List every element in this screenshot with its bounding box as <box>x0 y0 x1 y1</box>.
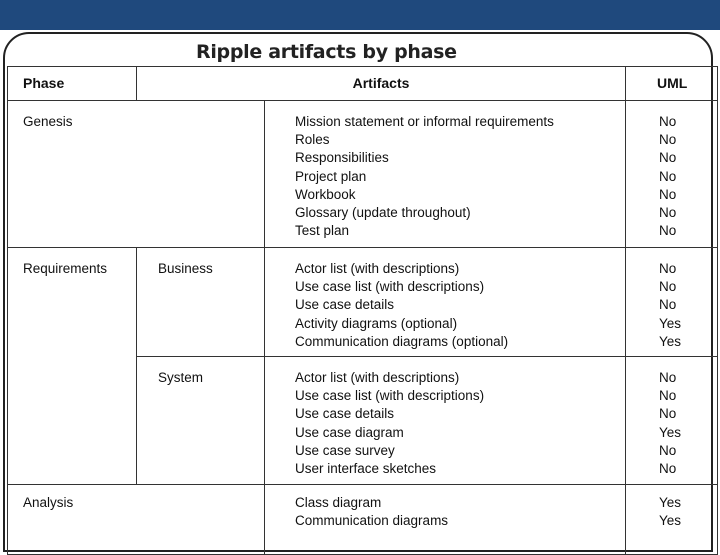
uml-value: Yes <box>659 513 682 529</box>
uml-cell <box>626 101 718 248</box>
uml-cell <box>626 357 718 485</box>
phase-cell <box>8 248 137 485</box>
uml-value: No <box>659 114 677 129</box>
subphase-cell <box>137 248 265 357</box>
phase-cell <box>8 485 265 555</box>
artifact-item: Use case survey <box>295 442 395 458</box>
page-title: Ripple artifacts by phase <box>190 38 556 68</box>
subphase-label: Business <box>158 261 213 276</box>
uml-value: No <box>659 132 677 148</box>
uml-value: Yes <box>659 495 682 510</box>
uml-cell <box>626 485 718 555</box>
header-band <box>0 0 720 30</box>
artifact-item: Use case details <box>295 406 395 422</box>
phase-cell <box>8 101 265 248</box>
uml-value: No <box>659 406 677 422</box>
phase-header: Phase <box>8 67 137 101</box>
table-row <box>8 248 718 357</box>
artifact-item: Class diagram <box>295 495 382 510</box>
uml-value: No <box>659 461 677 477</box>
artifact-item: Communication diagrams <box>295 513 449 529</box>
uml-value: Yes <box>659 315 682 331</box>
phase-label: Analysis <box>23 495 74 510</box>
artifact-item: Actor list (with descriptions) <box>295 370 460 385</box>
artifacts-table <box>7 66 718 555</box>
artifact-item: Use case details <box>295 297 395 313</box>
uml-value: No <box>659 388 677 404</box>
table-row <box>8 485 718 555</box>
uml-value: No <box>659 205 677 221</box>
phase-label: Requirements <box>23 261 108 276</box>
artifact-item: User interface sketches <box>295 461 437 477</box>
artifact-item: Mission statement or informal requirements <box>295 114 554 129</box>
uml-value: No <box>659 186 677 202</box>
artifacts-cell <box>265 248 626 357</box>
artifact-item: Use case list (with descriptions) <box>295 388 485 404</box>
uml-value: No <box>659 150 677 166</box>
artifact-item: Glossary (update throughout) <box>295 205 471 221</box>
artifact-item: Project plan <box>295 168 367 184</box>
subphase-label: System <box>158 370 204 385</box>
artifact-item: Workbook <box>295 186 356 202</box>
artifact-item: Roles <box>295 132 330 148</box>
artifact-item: Activity diagrams (optional) <box>295 315 458 331</box>
uml-value: No <box>659 279 677 295</box>
artifacts-header: Artifacts <box>137 67 626 101</box>
artifact-item: Communication diagrams (optional) <box>295 333 509 349</box>
artifact-item: Actor list (with descriptions) <box>295 261 460 276</box>
phase-label: Genesis <box>23 114 73 129</box>
artifacts-cell <box>265 101 626 248</box>
artifact-item: Test plan <box>295 223 350 239</box>
uml-value: No <box>659 442 677 458</box>
table-row <box>8 101 718 248</box>
uml-value: No <box>659 370 677 385</box>
uml-value: No <box>659 168 677 184</box>
artifact-item: Use case diagram <box>295 424 404 440</box>
artifact-item: Responsibilities <box>295 150 389 166</box>
subphase-cell <box>137 357 265 485</box>
uml-value: Yes <box>659 424 682 440</box>
uml-value: Yes <box>659 333 682 349</box>
uml-value: No <box>659 223 677 239</box>
uml-value: No <box>659 297 677 313</box>
uml-cell <box>626 248 718 357</box>
uml-header: UML <box>626 67 718 101</box>
table-header-row <box>8 67 718 101</box>
artifacts-cell <box>265 485 626 555</box>
uml-value: No <box>659 261 677 276</box>
artifacts-cell <box>265 357 626 485</box>
artifact-item: Use case list (with descriptions) <box>295 279 485 295</box>
